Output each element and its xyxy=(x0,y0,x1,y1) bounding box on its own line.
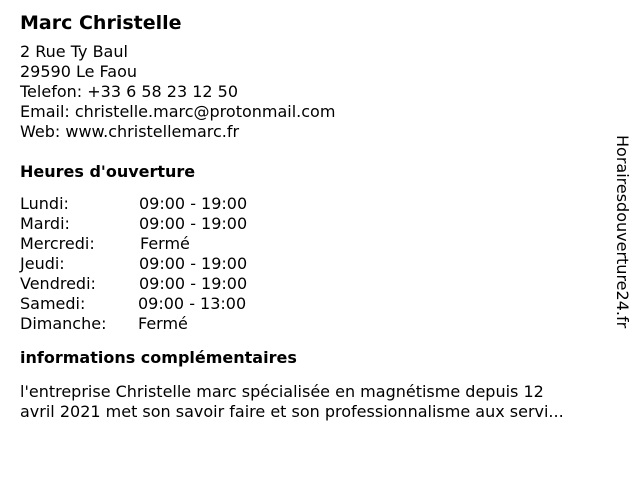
opening-hours-title: Heures d'ouverture xyxy=(20,162,196,181)
info-line-2: avril 2021 met son savoir faire et son professionnalisme aux servi... xyxy=(20,402,564,421)
info-line-1: l'entreprise Christelle marc spécialisée en magnétisme depuis 12 xyxy=(20,382,544,401)
hours-row-mardi xyxy=(20,214,620,234)
street-address: 2 Rue Ty Baul xyxy=(20,42,128,61)
day-label: Dimanche: xyxy=(20,314,107,333)
time-value: 09:00 - 19:00 xyxy=(139,274,248,293)
day-label: Mercredi: xyxy=(20,234,95,253)
time-value: 09:00 - 19:00 xyxy=(139,194,248,213)
time-value: Fermé xyxy=(140,234,190,253)
day-label: Lundi: xyxy=(20,194,69,213)
time-value: Fermé xyxy=(138,314,188,333)
hours-row-dimanche xyxy=(20,314,620,334)
time-value: 09:00 - 13:00 xyxy=(138,294,247,313)
additional-info-text xyxy=(20,382,620,422)
site-watermark xyxy=(600,135,640,375)
phone-number[interactable]: Telefon: +33 6 58 23 12 50 xyxy=(20,82,239,101)
opening-hours-table xyxy=(20,194,620,334)
day-label: Samedi: xyxy=(20,294,86,313)
hours-row-samedi xyxy=(20,294,620,314)
hours-row-lundi xyxy=(20,194,620,214)
time-value: 09:00 - 19:00 xyxy=(139,214,248,233)
email-address[interactable]: Email: christelle.marc@protonmail.com xyxy=(20,102,336,121)
business-name: Marc Christelle xyxy=(20,12,182,34)
hours-row-jeudi xyxy=(20,254,620,274)
business-card xyxy=(20,8,620,422)
contact-block xyxy=(20,42,620,142)
website-link[interactable]: Web: www.christellemarc.fr xyxy=(20,122,240,141)
time-value: 09:00 - 19:00 xyxy=(139,254,248,273)
day-label: Mardi: xyxy=(20,214,70,233)
additional-info-title: informations complémentaires xyxy=(20,348,297,367)
hours-row-mercredi xyxy=(20,234,620,254)
city-postcode: 29590 Le Faou xyxy=(20,62,138,81)
hours-row-vendredi xyxy=(20,274,620,294)
site-watermark-text: Horairesdouverture24.fr xyxy=(613,135,632,329)
day-label: Jeudi: xyxy=(20,254,65,273)
day-label: Vendredi: xyxy=(20,274,96,293)
